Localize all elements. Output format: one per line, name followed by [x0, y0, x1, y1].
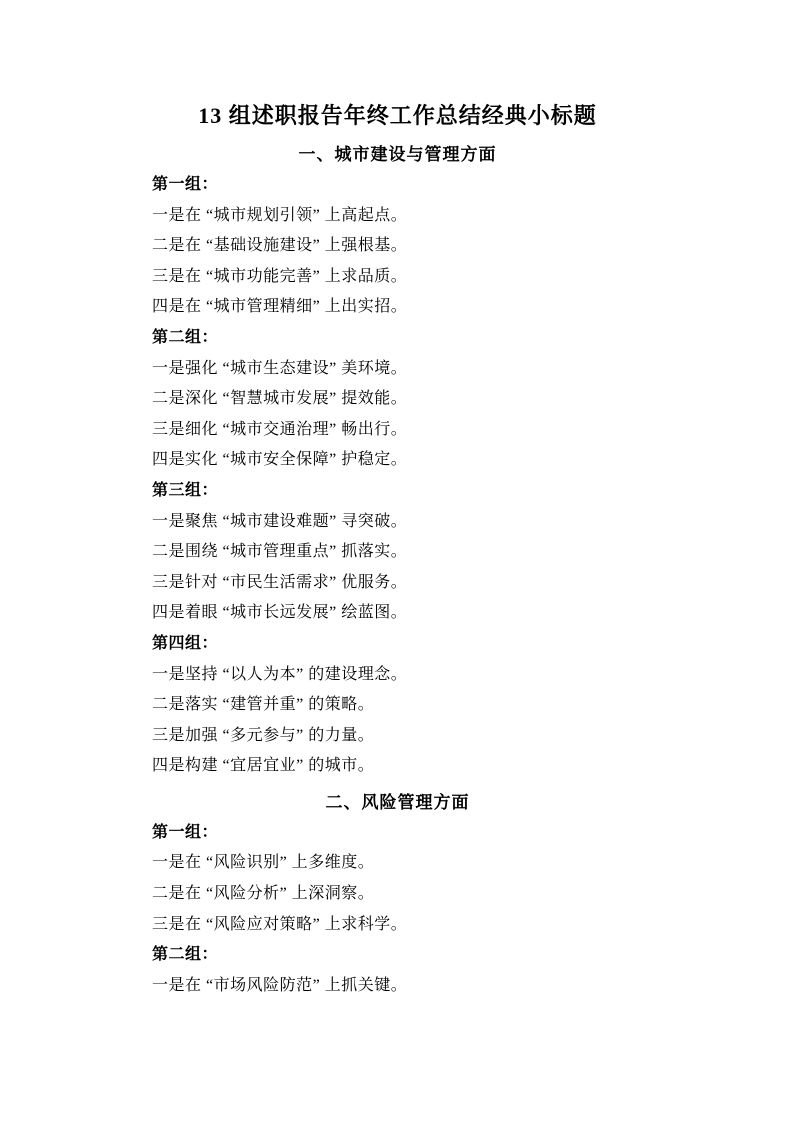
list-item: 二是在 “风险分析” 上深洞察。: [152, 885, 375, 903]
section-heading-risk: 二、风险管理方面: [325, 792, 470, 812]
group-label: 第一组：: [152, 176, 219, 193]
group-label: 第四组：: [152, 634, 219, 652]
list-item: 四是实化 “城市安全保障” 护稳定。: [152, 451, 408, 469]
group-label: 第二组：: [152, 328, 219, 346]
list-item: 三是在 “城市功能完善” 上求品质。: [152, 267, 408, 285]
list-item: 三是加强 “多元参与” 的力量。: [152, 726, 375, 744]
group-label: 第三组：: [152, 481, 219, 499]
list-item: 一是强化 “城市生态建设” 美环境。: [152, 359, 408, 377]
document-title: 13 组述职报告年终工作总结经典小标题: [198, 103, 597, 128]
list-item: 一是聚焦 “城市建设难题” 寻突破。: [152, 512, 408, 530]
list-item: 三是细化 “城市交通治理” 畅出行。: [152, 420, 408, 438]
list-item: 三是针对 “市民生活需求” 优服务。: [152, 573, 408, 591]
list-item: 二是落实 “建管并重” 的策略。: [152, 696, 375, 714]
list-item: 三是在 “风险应对策略” 上求科学。: [152, 915, 408, 933]
group-label: 第一组：: [152, 823, 219, 841]
list-item: 二是围绕 “城市管理重点” 抓落实。: [152, 543, 408, 561]
group-label: 第二组：: [152, 946, 219, 964]
list-item: 二是在 “基础设施建设” 上强根基。: [152, 237, 408, 255]
list-item: 二是深化 “智慧城市发展” 提效能。: [152, 390, 408, 408]
list-item: 一是坚持 “以人为本” 的建设理念。: [152, 665, 408, 683]
list-item: 四是在 “城市管理精细” 上出实招。: [152, 298, 408, 316]
list-item: 一是在 “风险识别” 上多维度。: [152, 854, 375, 872]
section-heading-city: 一、城市建设与管理方面: [298, 145, 497, 164]
list-item: 一是在 “市场风险防范” 上抓关键。: [152, 976, 408, 994]
list-item: 一是在 “城市规划引领” 上高起点。: [152, 206, 408, 224]
list-item: 四是着眼 “城市长远发展” 绘蓝图。: [152, 604, 408, 622]
list-item: 四是构建 “宜居宜业” 的城市。: [152, 757, 375, 775]
